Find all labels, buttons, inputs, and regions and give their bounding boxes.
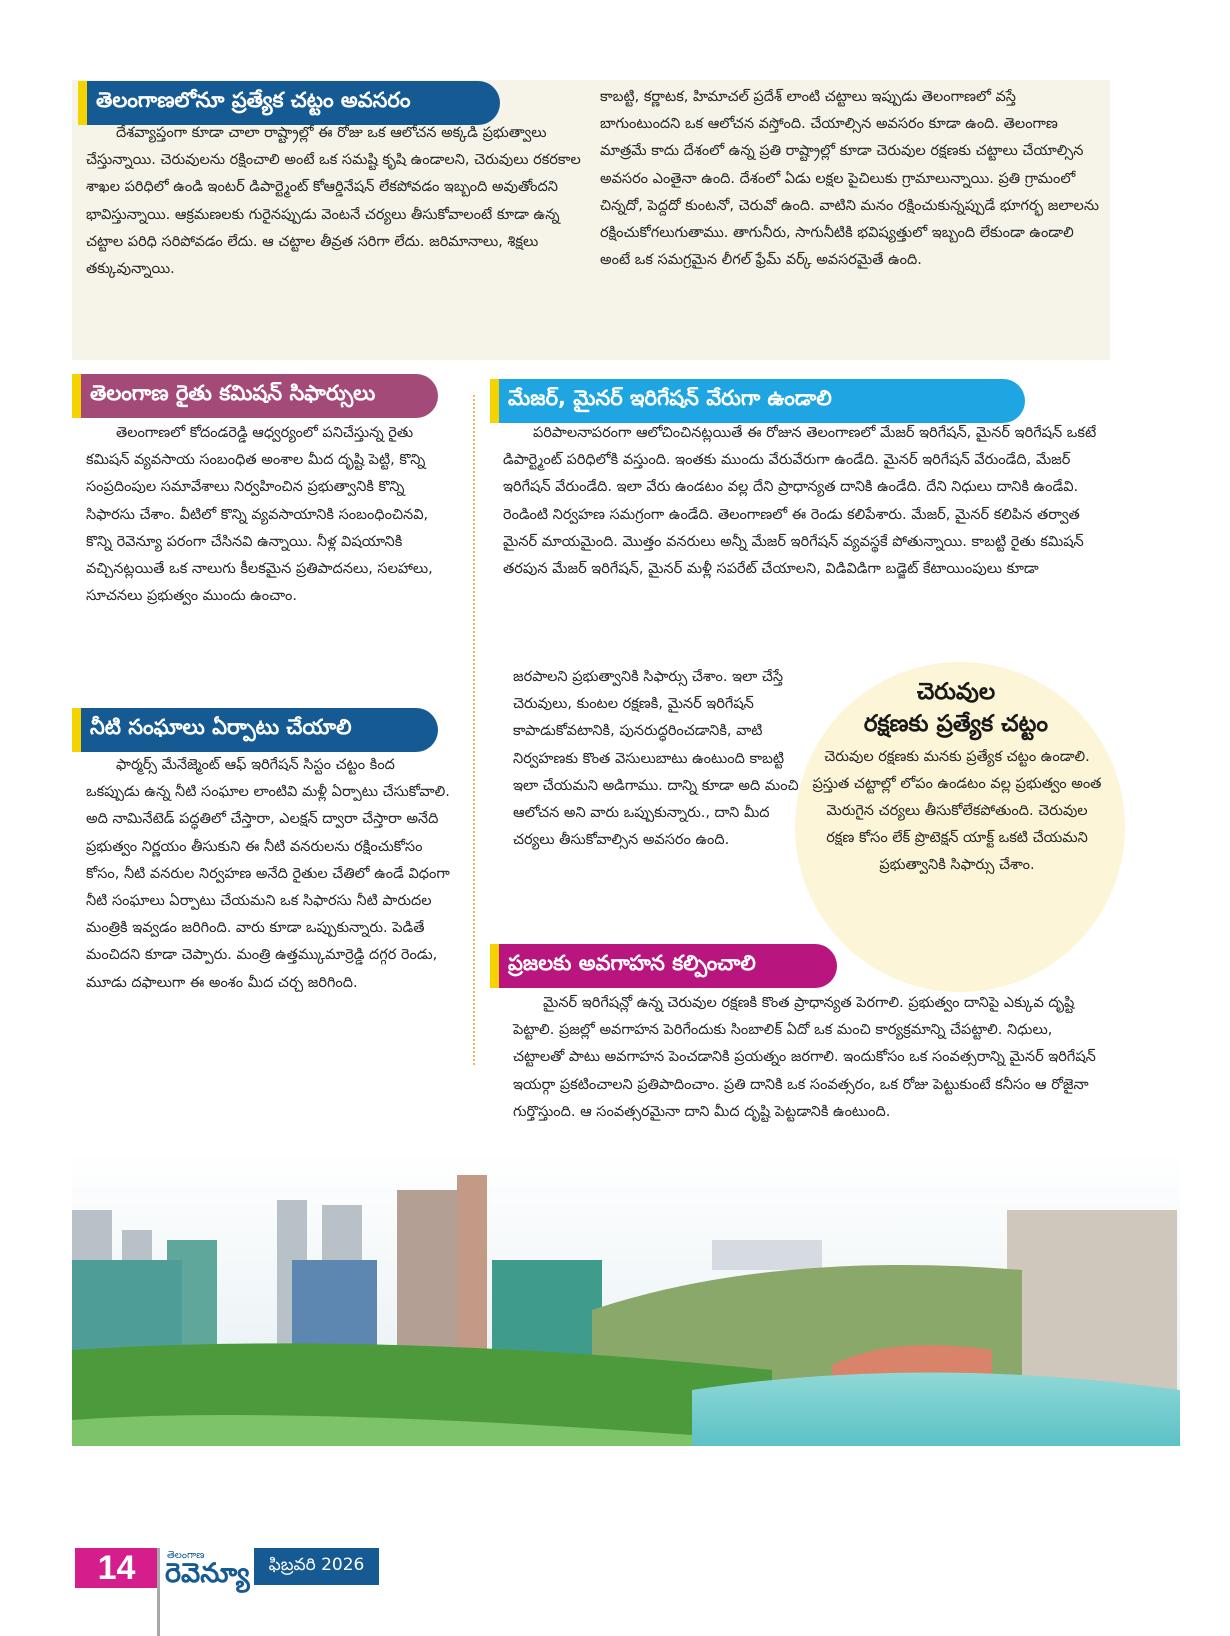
page-number: 14 [75,1548,158,1588]
city-lake-photo [72,1150,1180,1446]
heading-telangana-law: తెలంగాణలోనూ ప్రత్యేక చట్టం అవసరం [78,81,500,125]
photo-illustration [72,1150,1180,1446]
heading-major-minor: మేజర్, మైనర్ ఇరిగేషన్ వేరుగా ఉండాలి [490,379,1025,423]
footer-divider [157,1548,160,1636]
paragraph: ఫార్మర్స్ మేనేజ్మెంట్ ఆఫ్ ఇరిగేషన్ సిస్టం చట్టం కింద ఒకప్పుడు ఉన్న నీటి సంఘాల లాంటివి మళ్లీ ఏర్పాటు చేసుకోవాలి. అది నామినేటెడ్ పద్ధతిలో చేస్తారా, ఎలక్షన్ ద్వారా చేస్తారా అనేది ప్రభుత్వం నిర్ణయం తీసుకుని ఈ నీటి వనరులను రక్షించుకోసం కోసం, నీటి వనరుల నిర్వహణ అనేది రైతుల చేతిలో ఉండే విధంగా నీటి సంఘాలు ఏర్పాటు చేయమని ఒక సిఫారసు నీటి పారుదల మంత్రికి ఇవ్వడం జరిగింది. వారు కూడా ఒప్పుకున్నారు. పెడితే మంచిదని కూడా చెప్పారు. మంత్రి ఉత్తమ్కుమార్రెడ్డి దగ్గర రెండు, మూడు దఫాలుగా ఈ అంశం మీద చర్చ జరిగింది. [86,757,450,991]
awareness-text [513,990,1103,1126]
farmer-commission-text [86,420,446,610]
paragraph: పరిపాలనాపరంగా ఆలోచించినట్లయితే ఈ రోజున తెలంగాణలో మేజర్ ఇరిగేషన్, మైనర్ ఇరిగేషన్ ఒకటే డిపార్ట్మెంట్ పరిధిలోకి వస్తుంది. ఇంతకు ముందు వేరువేరుగా ఉండేది. మైనర్ ఇరిగేషన్ వేరుండేది, మేజర్ ఇరిగేషన్ వేరుండేది. ఇలా వేరు ఉండటం వల్ల దేని ప్రాధాన్యత దానికి ఉండేది. దేని నిధులు దానికి ఉండేవి. రెండింటి నిర్వహణ సమగ్రంగా ఉండేది. తెలంగాణలో ఈ రెండు కలిపేశారు. మేజర్, మైనర్ కలిపిన తర్వాత మైనర్ మాయమైంది. మొత్తం వనరులు అన్నీ మేజర్ ఇరిగేషన్ వ్యవస్థకే పోతున్నాయి. కాబట్టి రైతు కమిషన్ తరపున మేజర్ ఇరిగేషన్, మైనర్ మళ్లీ సపరేట్ చేయాలని, విడివిడిగా బడ్జెట్ కేటాయింపులు కూడా [503,425,1097,578]
issue-date: ఫిబ్రవరి 2026 [254,1548,379,1585]
heading-awareness: ప్రజలకు అవగాహన కల్పించాలి [490,944,837,988]
paragraph: దేశవ్యాప్తంగా కూడా చాలా రాష్ట్రాల్లో ఈ రోజు ఒక ఆలోచన అక్కడి ప్రభుత్వాలు చేస్తున్నాయి. చెరువులను రక్షించాలి అంటే ఒక సమష్టి కృషి ఉండాలని, చెరువులు రకరకాల శాఖల పరిధిలో ఉండి ఇంటర్ డిపార్ట్మెంట్ కోఆర్డినేషన్ లేకపోవడం ఇబ్బంది అవుతోందని భావిస్తున్నాయి. ఆక్రమణలకు గురైనప్పుడు వెంటనే చర్యలు తీసుకోవాలంటే కూడా ఉన్న చట్టాల పరిధి సరిపోవడం లేదు. ఆ చట్టాల తీవ్రత సరిగా లేదు. జరిమానాలు, శిక్షలు తక్కువున్నాయి. [86,125,581,278]
brand-logo: రెవెన్యూ [165,1558,250,1589]
paragraph: తెలంగాణలో కోదండరెడ్డి ఆధ్వర్యంలో పనిచేస్తున్న రైతు కమిషన్ వ్యవసాయ సంబంధిత అంశాల మీద దృష్టి పెట్టి, కొన్ని సంప్రదింపుల సమావేశాలు నిర్వహించిన ప్రభుత్వానికి కొన్ని సిఫారసు చేశాం. వీటిలో కొన్ని వ్యవసాయానికి సంబంధించినవి, కొన్ని రెవెన్యూ పరంగా చేసినవి ఉన్నాయి. నీళ్ల విషయానికి వచ్చినట్లయితే ఒక నాలుగు కీలకమైన ప్రతిపాదనలు, సలహాలు, సూచనలు ప్రభుత్వం ముందు ఉంచాం. [86,425,433,605]
brand-subtitle: తెలంగాణ [167,1550,205,1561]
paragraph: కాబట్టి, కర్ణాటక, హిమాచల్ ప్రదేశ్ లాంటి చట్టాలు ఇప్పుడు తెలంగాణలో వస్తే బాగుంటుందని ఒక ఆలోచన వస్తోంది. చేయాల్సిన అవసరం కూడా ఉంది. తెలంగాణ మాత్రమే కాదు దేశంలో ఉన్న ప్రతి రాష్ట్రాల్లో కూడా చెరువుల రక్షణకు చట్టాలు చేయాల్సిన అవసరం ఎంతైనా ఉంది. దేశంలో ఏడు లక్షల పైచిలుకు గ్రామాలున్నాయి. ప్రతి గ్రామంలో చిన్నదో, పెద్దదో కుంటనో, చెరువో ఉంది. వాటిని మనం రక్షించుకున్నప్పుడే భూగర్భ జలాలను రక్షించుకోగలుగుతాము. తాగునీరు, సాగునీటికి భవిష్యత్తులో ఇబ్బంది లేకుండా ఉండాలి అంటే ఒక సమగ్రమైన లీగల్ ఫ్రేమ్ వర్క్ అవసరమైతే ఉంది. [600,89,1100,269]
heading-farmer-commission: తెలంగాణ రైతు కమిషన్ సిఫార్సులు [72,374,438,418]
callout-text: చెరువుల రక్షణకు మనకు ప్రత్యేక చట్టం ఉండాలి. ప్రస్తుత చట్టాల్లో లోపం ఉండటం వల్ల ప్రభుత్వం అంత మెరుగైన చర్యలు తీసుకోలేకపోతుంది. చెరువుల రక్షణ కోసం లేక్ ప్రొటెక్షన్ యాక్ట్ ఒకటి చేయమని ప్రభుత్వానికి సిఫార్సు చేశాం. [812,749,1102,873]
paragraph: మైనర్ ఇరిగేషన్లో ఉన్న చెరువుల రక్షణకి కొంత ప్రాధాన్యత పెరగాలి. ప్రభుత్వం దానిపై ఎక్కువ దృష్టి పెట్టాలి. ప్రజల్లో అవగాహన పెరిగేందుకు సింబాలిక్ ఏదో ఒక మంచి కార్యక్రమాన్ని చేపట్టాలి. నిధులు, చట్టాలతో పాటు అవగాహన పెంచడానికి ప్రయత్నం జరగాలి. ఇందుకోసం ఒక సంవత్సరాన్ని మైనర్ ఇరిగేషన్ ఇయర్గా ప్రకటించాలని ప్రతిపాదించాం. ప్రతి దానికి ఒక సంవత్సరం, ఒక రోజు పెట్టుకుంటే కనీసం ఆ రోజైనా గుర్తొస్తుంది. ఆ సంవత్సరమైనా దాని మీద దృష్టి పెట్టడానికి ఉంటుంది. [513,995,1096,1120]
column-divider [473,395,475,1065]
telangana-law-right-text [600,84,1100,274]
callout-title-line: చెరువుల [916,679,996,705]
callout-title [800,676,1112,740]
major-minor-text [503,420,1103,583]
telangana-law-left-text [86,120,581,283]
paragraph: జరపాలని ప్రభుత్వానికి సిఫార్సు చేశాం. ఇలా చేస్తే చెరువులు, కుంటల రక్షణకి, మైనర్ ఇరిగేషన్ కాపాడుకోవటానికి, పునరుద్ధరించడానికి, వాటి నిర్వహణకు కొంత వెసులుబాటు ఉంటుంది కాబట్టి ఇలా చేయమని అడిగాము. దాన్ని కూడా అది మంచి ఆలోచన అని వారు ఒప్పుకున్నారు., దాని మీద చర్యలు తీసుకోవాల్సిన అవసరం ఉంది. [513,669,799,849]
water-associations-text [86,752,451,997]
major-minor-text-continued [513,664,813,854]
callout-title-line: రక్షణకు ప్రత్యేక చట్టం [863,711,1049,737]
heading-water-associations: నీటి సంఘాలు ఏర్పాటు చేయాలి [72,708,438,752]
